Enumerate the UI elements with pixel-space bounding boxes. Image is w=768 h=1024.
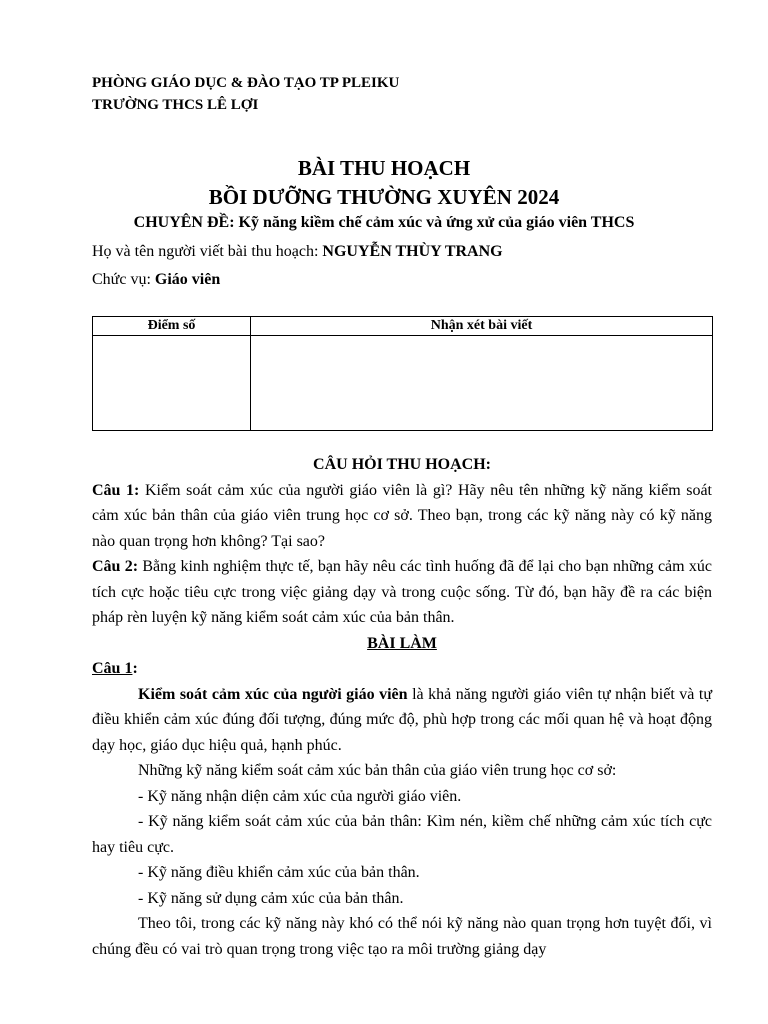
question-1 — [92, 478, 712, 555]
role-label: Chức vụ: — [92, 271, 155, 288]
skill-item: - Kỹ năng sử dụng cảm xúc của bản thân. — [138, 889, 404, 907]
question-1-label: Câu 1: — [92, 481, 140, 499]
document-body — [92, 452, 712, 962]
answer-definition-term: Kiểm soát cảm xúc của người giáo viên — [138, 685, 408, 703]
questions-heading: CÂU HỎI THU HOẠCH: — [313, 456, 491, 473]
grade-score-header: Điểm số — [93, 317, 251, 336]
answer-heading: BÀI LÀM — [367, 634, 437, 652]
answer-1-colon: : — [132, 660, 138, 677]
author-label: Họ và tên người viết bài thu hoạch: — [92, 243, 323, 260]
skill-item: - Kỹ năng điều khiển cảm xúc của bản thân. — [138, 864, 420, 881]
question-2-label: Câu 2: — [92, 558, 139, 575]
topic-label: CHUYÊN ĐỀ: — [133, 214, 235, 231]
answer-1-label: Câu 1 — [92, 660, 133, 677]
topic-line — [0, 214, 768, 232]
author-line — [92, 243, 503, 261]
document-subtitle: BỒI DƯỠNG THƯỜNG XUYÊN 2024 — [208, 185, 560, 209]
role-line — [92, 271, 220, 289]
role-value: Giáo viên — [154, 271, 221, 288]
document-header — [92, 72, 399, 116]
question-2-text: Bằng kinh nghiệm thực tế, bạn hãy nêu các tình huống đã để lại cho bạn những cảm xúc tích cực hoặc tiêu cực trong việc giảng dạy và trong cuộc sống. Từ đó, bạn hãy đề ra các biện pháp rèn luyện kỹ năng kiểm soát cảm xúc của bản thân. — [92, 558, 713, 626]
grade-comment-cell[interactable] — [251, 336, 713, 431]
question-2 — [92, 554, 712, 631]
skill-item: - Kỹ năng kiểm soát cảm xúc của bản thân: Kìm nén, kiềm chế những cảm xúc tích cực hay tiêu cực. — [92, 813, 712, 856]
answer-paragraph-2: Những kỹ năng kiểm soát cảm xúc bản thân của giáo viên trung học cơ sở: — [138, 762, 617, 779]
skill-item: - Kỹ năng nhận diện cảm xúc của người giáo viên. — [138, 787, 462, 805]
header-school: TRƯỜNG THCS LÊ LỢI — [92, 97, 259, 113]
grade-score-cell[interactable] — [93, 336, 251, 431]
document-title: BÀI THU HOẠCH — [297, 156, 471, 180]
answer-1-heading — [92, 656, 712, 682]
answer-paragraph-3: Theo tôi, trong các kỹ năng này khó có thể nói kỹ năng nào quan trọng hơn tuyệt đối, vì chúng đều có vai trò quan trọng trong việc tạo ra môi trường giảng dạy — [92, 915, 712, 958]
grade-comment-header: Nhận xét bài viết — [251, 317, 713, 336]
answer-definition-text: là khả năng người giáo viên tự nhận biết và tự điều khiển cảm xúc đúng đối tượng, đúng mức độ, phù hợp trong các mối quan hệ và hoạt động dạy học, giáo dục hiệu quả, hạnh phúc. — [92, 685, 712, 754]
answer-paragraph-1 — [92, 682, 712, 759]
question-1-text: Kiểm soát cảm xúc của người giáo viên là gì? Hãy nêu tên những kỹ năng kiểm soát cảm xúc bản thân của giáo viên trung học cơ sở. Theo bạn, trong các kỹ năng này có kỹ năng nào quan trọng hơn không? Tại sao? — [92, 481, 713, 550]
grade-table — [92, 316, 713, 431]
header-department: PHÒNG GIÁO DỤC & ĐÀO TẠO TP PLEIKU — [92, 75, 400, 91]
topic-text: Kỹ năng kiềm chế cảm xúc và ứng xử của giáo viên THCS — [234, 214, 635, 231]
author-name: NGUYỄN THÙY TRANG — [322, 243, 503, 260]
